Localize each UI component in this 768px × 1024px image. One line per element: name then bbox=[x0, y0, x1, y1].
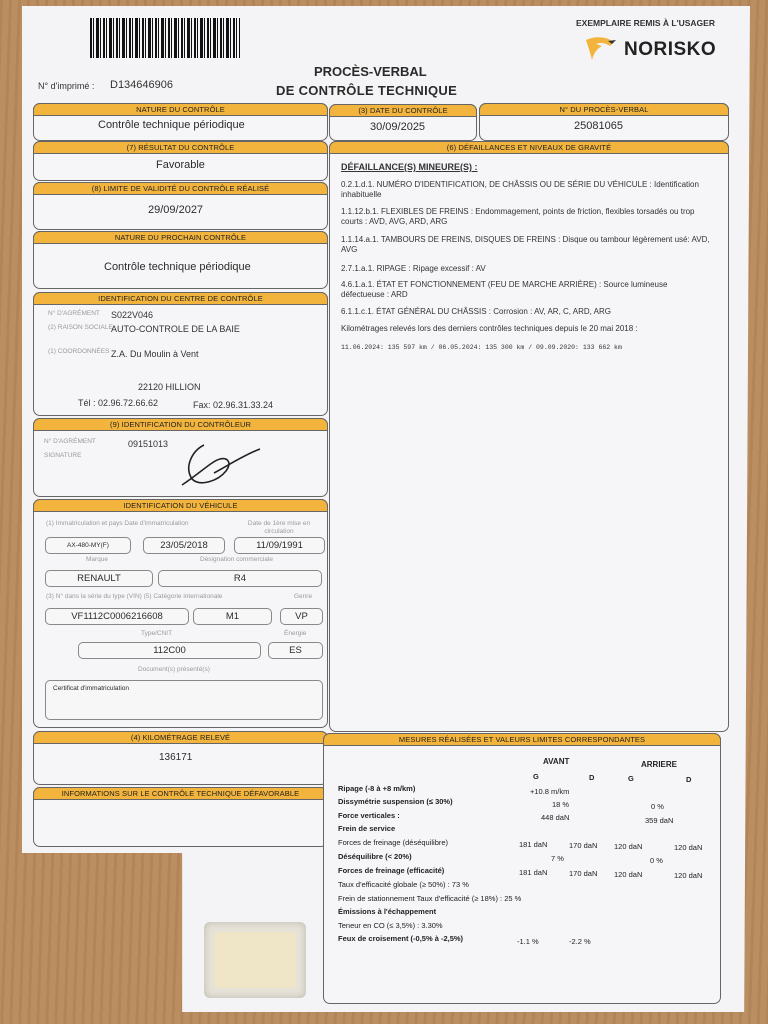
eagle-icon bbox=[584, 34, 618, 64]
genre-field: VP bbox=[280, 608, 323, 625]
service-label: Frein de service bbox=[338, 824, 396, 833]
date-box bbox=[329, 104, 477, 141]
controller-box bbox=[33, 418, 328, 497]
model-label: Désignation commerciale bbox=[200, 556, 273, 563]
arriere-d-label: D bbox=[686, 775, 692, 784]
avant-label: AVANT bbox=[543, 757, 570, 766]
defect-item-6: 6.1.1.c.1. ÉTAT GÉNÉRAL DU CHÂSSIS : Corrosion : AV, AR, C, ARD, ARG bbox=[341, 307, 612, 316]
force-rg1: 120 daN bbox=[614, 842, 643, 851]
nature-header: NATURE DU CONTRÔLE bbox=[33, 103, 328, 116]
feux-g: -1.1 % bbox=[517, 937, 539, 946]
type-field: 112C00 bbox=[78, 642, 261, 659]
defects-heading: DÉFAILLANCE(S) MINEURE(S) : bbox=[341, 162, 478, 172]
result-value: Favorable bbox=[156, 159, 205, 171]
eff-forces-label: Forces de freinage (efficacité) bbox=[338, 866, 445, 875]
force-arriere: 359 daN bbox=[645, 816, 674, 825]
date-value: 30/09/2025 bbox=[370, 121, 426, 133]
ripage-label: Ripage (-8 à +8 m/km) bbox=[338, 784, 416, 793]
energy-field: ES bbox=[268, 642, 323, 659]
defects-box bbox=[329, 141, 729, 732]
pv-box bbox=[479, 103, 729, 141]
center-fax: Fax: 02.96.31.33.24 bbox=[193, 400, 274, 410]
print-label: N° d'imprimé : bbox=[38, 81, 95, 91]
desequ-avant: 7 % bbox=[551, 854, 564, 863]
co-value: Teneur en CO (≤ 3,5%) : 3.30% bbox=[338, 921, 443, 930]
mileage-box bbox=[33, 731, 328, 785]
force-rg2: 120 daN bbox=[614, 870, 643, 879]
model-field: R4 bbox=[158, 570, 322, 587]
barcode bbox=[90, 18, 240, 58]
force-fd2: 170 daN bbox=[569, 869, 598, 878]
vehicle-header: IDENTIFICATION DU VÉHICULE bbox=[33, 499, 328, 512]
center-tel: Tél : 02.96.72.66.62 bbox=[78, 398, 159, 408]
energy-label: Énergie bbox=[284, 630, 307, 637]
dissym-arriere: 0 % bbox=[651, 802, 664, 811]
controller-signature-label: SIGNATURE bbox=[44, 452, 82, 459]
vin-field: VF1112C0006216608 bbox=[45, 608, 189, 625]
km-history: 11.06.2024: 135 597 km / 06.05.2024: 135 300 km / 09.09.2020: 133 662 km bbox=[341, 344, 622, 351]
avant-g-label: G bbox=[533, 772, 539, 781]
next-box bbox=[33, 231, 328, 289]
date-header: (3) DATE DU CONTRÔLE bbox=[329, 104, 477, 117]
brand-field: RENAULT bbox=[45, 570, 153, 587]
emissions-label: Émissions à l'échappement bbox=[338, 907, 437, 916]
norisko-logo bbox=[584, 34, 734, 64]
unfavorable-header: INFORMATIONS SUR LE CONTRÔLE TECHNIQUE DÉFAVORABLE bbox=[33, 787, 328, 800]
dissym-label: Dissymétrie suspension (≤ 30%) bbox=[338, 797, 453, 806]
genre-label: Genre bbox=[294, 593, 313, 600]
defect-item-1: 0.2.1.d.1. NUMÉRO D'IDENTIFICATION, DE CHÂSSIS OU DE SÉRIE DU VÉHICULE : Identification inhabituelle bbox=[341, 180, 699, 199]
brand-name: NORISKO bbox=[624, 39, 717, 60]
force-rd1: 120 daN bbox=[674, 843, 703, 852]
plate-field: AX-480-MY(F) bbox=[45, 537, 131, 554]
mileage-header: (4) KILOMÉTRAGE RELEVÉ bbox=[33, 731, 328, 744]
controller-agrement: 09151013 bbox=[128, 439, 169, 449]
vin-label: (3) N° dans la série du type (VIN) (5) Catégorie internationale bbox=[46, 593, 223, 600]
desequ-arriere: 0 % bbox=[650, 856, 663, 865]
validity-value: 29/09/2027 bbox=[148, 204, 204, 216]
pv-header: N° DU PROCÈS-VERBAL bbox=[479, 103, 729, 116]
center-agrement-label: N° D'AGRÉMENT bbox=[48, 310, 100, 317]
pv-value: 25081065 bbox=[574, 120, 623, 132]
force-rd2: 120 daN bbox=[674, 871, 703, 880]
result-box bbox=[33, 141, 328, 181]
stationnement: Frein de stationnement Taux d'efficacité (≥ 18%) : 25 % bbox=[338, 894, 522, 903]
force-label: Force verticales : bbox=[338, 811, 400, 820]
title-line2: DE CONTRÔLE TECHNIQUE bbox=[276, 83, 458, 98]
force-fd1: 170 daN bbox=[569, 841, 598, 850]
center-raison-label: (2) RAISON SOCIALE bbox=[48, 324, 113, 331]
desequ-label: Déséquilibre (< 20%) bbox=[338, 852, 412, 861]
validity-header: (8) LIMITE DE VALIDITÉ DU CONTRÔLE RÉALISÉ bbox=[33, 182, 328, 195]
print-number: D134646906 bbox=[110, 79, 174, 91]
measures-header: MESURES RÉALISÉES ET VALEURS LIMITES CORRESPONDANTES bbox=[323, 733, 721, 746]
km-intro: Kilométrages relevés lors des derniers contrôles techniques depuis le 20 mai 2018 : bbox=[341, 324, 638, 333]
center-agrement: S022V046 bbox=[111, 310, 154, 320]
controller-agrement-label: N° D'AGRÉMENT bbox=[44, 438, 96, 445]
desequ-forces-label: Forces de freinage (déséquilibre) bbox=[338, 838, 449, 847]
defect-item-2: 1.1.12.b.1. FLEXIBLES DE FREINS : Endommagement, points de friction, flexibles torsadés ou trop courts : AVD, AVG, ARD, ARG bbox=[341, 207, 695, 226]
center-raison: AUTO-CONTROLE DE LA BAIE bbox=[111, 324, 240, 334]
dissym-avant: 18 % bbox=[552, 800, 570, 809]
vehicle-box bbox=[33, 499, 328, 728]
force-fg1: 181 daN bbox=[519, 840, 548, 849]
avant-d-label: D bbox=[589, 773, 595, 782]
immat-date-field: 23/05/2018 bbox=[143, 537, 225, 554]
arriere-g-label: G bbox=[628, 774, 634, 783]
center-address2: 22120 HILLION bbox=[138, 382, 201, 392]
center-box bbox=[33, 292, 328, 416]
nature-box bbox=[33, 103, 328, 141]
brand-label: Marque bbox=[86, 556, 109, 563]
defects-header: (6) DÉFAILLANCES ET NIVEAUX DE GRAVITÉ bbox=[329, 141, 729, 154]
next-header: NATURE DU PROCHAIN CONTRÔLE bbox=[33, 231, 328, 244]
signature-mark bbox=[174, 437, 264, 487]
title-line1: PROCÈS-VERBAL bbox=[314, 64, 427, 79]
immat-label: (1) Immatriculation et pays Date d'immatriculation bbox=[46, 520, 189, 527]
first-use-field: 11/09/1991 bbox=[234, 537, 325, 554]
mileage-value: 136171 bbox=[159, 752, 193, 763]
next-value: Contrôle technique périodique bbox=[104, 261, 251, 273]
defect-item-5: 4.6.1.a.1. ÉTAT ET FONCTIONNEMENT (FEU DE MARCHE ARRIÈRE) : Source lumineuse défectueuse : ARD bbox=[341, 280, 668, 299]
docs-label: Document(s) présenté(s) bbox=[138, 666, 210, 673]
arriere-label: ARRIERE bbox=[641, 760, 678, 769]
docs-field bbox=[45, 680, 323, 720]
copy-label: EXEMPLAIRE REMIS À L'USAGER bbox=[576, 18, 715, 28]
force-avant: 448 daN bbox=[541, 813, 570, 822]
ripage-avant: +10.8 m/km bbox=[530, 787, 570, 796]
result-header: (7) RÉSULTAT DU CONTRÔLE bbox=[33, 141, 328, 154]
first-use-label: Date de 1ère mise en circulation bbox=[247, 520, 311, 535]
center-header: IDENTIFICATION DU CENTRE DE CONTRÔLE bbox=[33, 292, 328, 305]
docs-value: Certificat d'immatriculation bbox=[53, 685, 130, 692]
category-field: M1 bbox=[193, 608, 272, 625]
type-label: Type/CNIT bbox=[141, 630, 173, 637]
feux-d: -2.2 % bbox=[569, 937, 591, 946]
sticker-residue bbox=[204, 922, 306, 998]
controller-header: (9) IDENTIFICATION DU CONTRÔLEUR bbox=[33, 418, 328, 431]
defect-item-4: 2.7.1.a.1. RIPAGE : Ripage excessif : AV bbox=[341, 264, 486, 273]
force-fg2: 181 daN bbox=[519, 868, 548, 877]
center-coord-label: (1) COORDONNÉES bbox=[48, 348, 110, 355]
feux-label: Feux de croisement (-0,5% à -2,5%) bbox=[338, 934, 464, 943]
defect-item-3: 1.1.14.a.1. TAMBOURS DE FREINS, DISQUES DE FREINS : Disque ou tambour légèrement usé: AVD, AVG bbox=[341, 235, 710, 254]
nature-value: Contrôle technique périodique bbox=[98, 119, 245, 131]
center-address1: Z.A. Du Moulin à Vent bbox=[111, 349, 199, 359]
validity-box bbox=[33, 182, 328, 230]
taux-global: Taux d'efficacité globale (≥ 50%) : 73 % bbox=[338, 880, 469, 889]
unfavorable-box bbox=[33, 787, 328, 847]
